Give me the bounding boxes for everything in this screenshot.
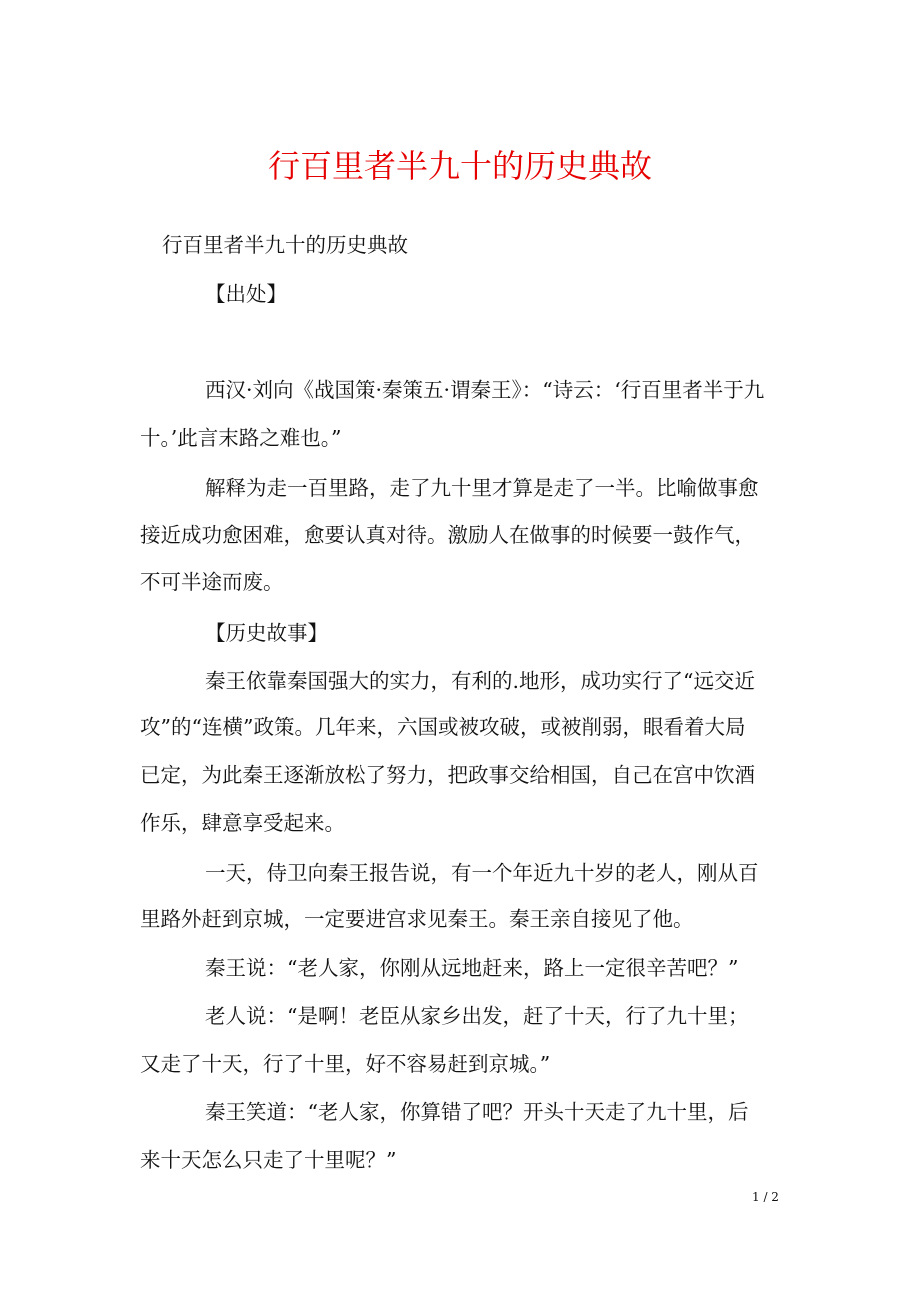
text-line: 攻”的“连横”政策。几年来，六国或被攻破，或被削弱，眼看着大局 xyxy=(140,715,746,739)
section-heading: 【历史故事】 xyxy=(205,621,328,645)
text-line: 秦王说：“老人家，你刚从远地赶来，路上一定很辛苦吧？” xyxy=(205,956,739,980)
text-line: 作乐，肆意享受起来。 xyxy=(140,811,345,835)
text-line: 又走了十天，行了十里，好不容易赶到京城。” xyxy=(140,1052,551,1076)
text-line: 西汉·刘向《战国策·秦策五·谓秦王》：“诗云：‘行百里者半于九 xyxy=(205,378,765,402)
text-line: 秦王依靠秦国强大的实力，有利的.地形，成功实行了“远交近 xyxy=(205,669,755,693)
text-line: 来十天怎么只走了十里呢？” xyxy=(140,1148,397,1172)
page-number: 1 / 2 xyxy=(752,1190,779,1204)
text-line: 不可半途而废。 xyxy=(140,570,284,594)
text-line: 十。’此言末路之难也。” xyxy=(140,426,342,450)
text-line: 已定，为此秦王逐渐放松了努力，把政事交给相国，自己在宫中饮酒 xyxy=(140,763,755,787)
subtitle: 行百里者半九十的历史典故 xyxy=(162,233,408,257)
text-line: 老人说：“是啊！老臣从家乡出发，赶了十天，行了九十里； xyxy=(205,1004,749,1028)
text-line: 里路外赶到京城，一定要进宫求见秦王。秦王亲自接见了他。 xyxy=(140,907,694,931)
text-line: 接近成功愈困难，愈要认真对待。激励人在做事的时候要一鼓作气， xyxy=(140,523,755,547)
text-line: 秦王笑道：“老人家，你算错了吧？开头十天走了九十里，后 xyxy=(205,1100,749,1124)
text-line: 解释为走一百里路，走了九十里才算是走了一半。比喻做事愈 xyxy=(205,476,759,500)
document-title: 行百里者半九十的历史典故 xyxy=(267,147,652,185)
text-line: 一天，侍卫向秦王报告说，有一个年近九十岁的老人，刚从百 xyxy=(205,861,759,885)
section-heading: 【出处】 xyxy=(205,282,287,306)
